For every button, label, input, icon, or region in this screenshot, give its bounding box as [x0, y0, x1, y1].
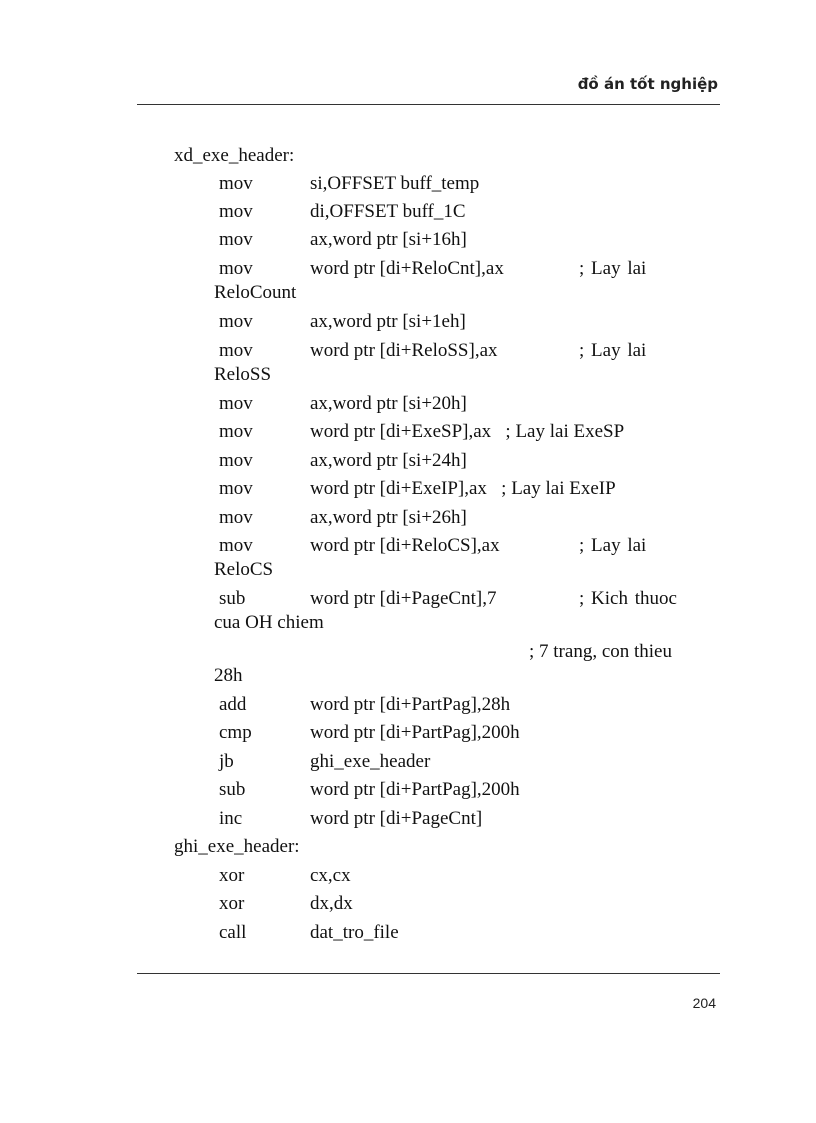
- code-op: inc: [219, 808, 243, 829]
- code-op: mov: [219, 173, 253, 194]
- code-comment: ; Lay lai: [579, 258, 647, 279]
- code-arg: word ptr [di+PageCnt],7: [310, 588, 497, 609]
- code-op: add: [219, 694, 247, 715]
- code-arg: si,OFFSET buff_temp: [310, 173, 480, 194]
- page-number: 204: [692, 995, 716, 1011]
- code-op: mov: [219, 450, 253, 471]
- code-continuation: cua OH chiem: [214, 612, 324, 633]
- code-comment: ; 7 trang, con thieu: [529, 641, 672, 662]
- code-op: xor: [219, 893, 245, 914]
- code-op: sub: [219, 779, 246, 800]
- code-op: cmp: [219, 722, 252, 743]
- code-op: mov: [219, 311, 253, 332]
- code-arg: cx,cx: [310, 865, 351, 886]
- code-op: mov: [219, 478, 253, 499]
- code-comment: ; Lay lai: [579, 535, 647, 556]
- code-op: mov: [219, 340, 253, 361]
- code-comment: ; Kich thuoc: [579, 588, 677, 609]
- code-continuation: ReloCount: [214, 282, 297, 303]
- code-op: mov: [219, 393, 253, 414]
- code-op: mov: [219, 201, 253, 222]
- code-arg: word ptr [di+ExeIP],ax ; Lay lai ExeIP: [310, 478, 616, 499]
- code-op: sub: [219, 588, 246, 609]
- code-arg: ghi_exe_header: [310, 751, 431, 772]
- code-arg: ax,word ptr [si+1eh]: [310, 311, 466, 332]
- code-arg: word ptr [di+PageCnt]: [310, 808, 483, 829]
- code-arg: ax,word ptr [si+16h]: [310, 229, 467, 250]
- code-label: xd_exe_header:: [174, 145, 295, 166]
- code-op: mov: [219, 535, 253, 556]
- page-header: đồ án tốt nghiệp: [577, 75, 718, 93]
- header-divider: [137, 104, 720, 105]
- code-arg: ax,word ptr [si+24h]: [310, 450, 467, 471]
- code-continuation: ReloSS: [214, 364, 272, 385]
- code-comment: ; Lay lai: [579, 340, 647, 361]
- code-arg: word ptr [di+PartPag],200h: [310, 722, 520, 743]
- code-arg: dat_tro_file: [310, 922, 399, 943]
- code-op: jb: [219, 751, 234, 772]
- code-arg: word ptr [di+ReloCnt],ax: [310, 258, 504, 279]
- code-arg: di,OFFSET buff_1C: [310, 201, 466, 222]
- code-op: mov: [219, 421, 253, 442]
- code-arg: word ptr [di+ReloSS],ax: [310, 340, 498, 361]
- code-arg: word ptr [di+ExeSP],ax ; Lay lai ExeSP: [310, 421, 625, 442]
- code-op: mov: [219, 507, 253, 528]
- code-continuation: ReloCS: [214, 559, 274, 580]
- code-op: mov: [219, 258, 253, 279]
- code-continuation: 28h: [214, 665, 243, 686]
- code-arg: word ptr [di+PartPag],28h: [310, 694, 511, 715]
- footer-divider: [137, 973, 720, 974]
- code-arg: dx,dx: [310, 893, 353, 914]
- code-arg: ax,word ptr [si+20h]: [310, 393, 467, 414]
- code-op: mov: [219, 229, 253, 250]
- code-arg: ax,word ptr [si+26h]: [310, 507, 467, 528]
- code-arg: word ptr [di+PartPag],200h: [310, 779, 520, 800]
- code-label: ghi_exe_header:: [174, 836, 300, 857]
- code-op: xor: [219, 865, 245, 886]
- code-arg: word ptr [di+ReloCS],ax: [310, 535, 500, 556]
- code-op: call: [219, 922, 247, 943]
